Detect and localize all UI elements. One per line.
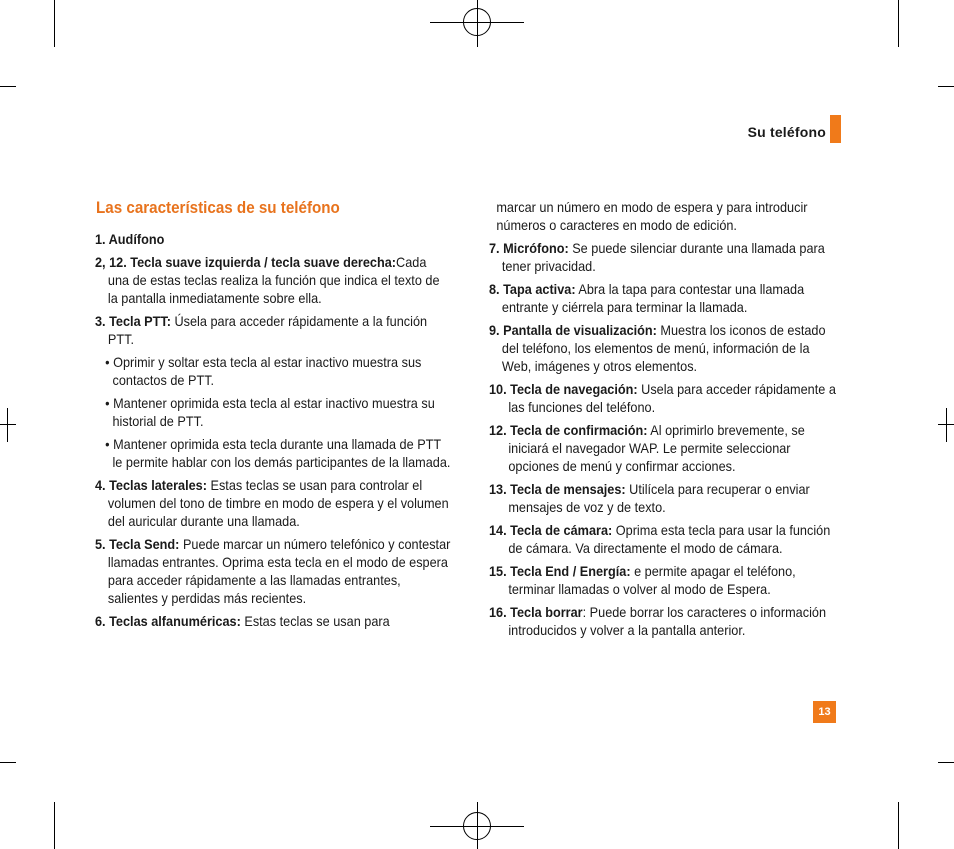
crop-mark — [898, 802, 899, 849]
list-item: 7. Micrófono: Se puede silenciar durante una llamada para tener privacidad. — [489, 241, 825, 274]
crop-mark — [0, 86, 16, 87]
list-item: 14. Tecla de cámara: Oprima esta tecla para usar la función de cámara. Va directamente el modo de cámara. — [489, 523, 831, 556]
crop-mark — [54, 0, 55, 47]
bullet-item: • Oprimir y soltar esta tecla al estar inactivo muestra sus contactos de PTT. — [105, 355, 422, 388]
crop-mark — [54, 802, 55, 849]
list-item: 4. Teclas laterales: Estas teclas se usan para controlar el volumen del tono de timbre en modo de espera y el volumen del auricular durante una llamada. — [95, 478, 449, 529]
page-number: 13 — [813, 701, 836, 723]
list-item: 15. Tecla End / Energía: e permite apagar el teléfono, terminar llamadas o volver al modo de Espera. — [489, 564, 796, 597]
page-title: Las características de su teléfono — [96, 199, 340, 217]
list-item: 16. Tecla borrar: Puede borrar los caracteres o información introducidos y volver a la pantalla anterior. — [489, 605, 827, 638]
crop-mark — [938, 762, 954, 763]
crop-mark — [0, 762, 16, 763]
list-item: 5. Tecla Send: Puede marcar un número telefónico y contestar llamadas entrantes. Oprima esta tecla en el modo de espera para acceder rápidamente a las llamadas entrantes, salientes y perdidas más recientes. — [95, 537, 451, 606]
list-item: 13. Tecla de mensajes: Utilícela para recuperar o enviar mensajes de voz y de texto. — [489, 482, 810, 515]
right-column — [489, 199, 869, 645]
list-item: 9. Pantalla de visualización: Muestra los iconos de estado del teléfono, los elementos de menú, información de la Web, imágenes y otros elementos. — [489, 323, 826, 374]
bullet-item: • Mantener oprimida esta tecla durante una llamada de PTT le permite hablar con los demás participantes de la llamada. — [105, 437, 451, 470]
list-item: 1. Audífono — [95, 232, 165, 247]
list-item: 8. Tapa activa: Abra la tapa para contestar una llamada entrante y ciérrela para terminar la llamada. — [489, 282, 805, 315]
list-item: 10. Tecla de navegación: Usela para acceder rápidamente a las funciones del teléfono. — [489, 382, 836, 415]
section-header: Su teléfono — [747, 124, 826, 140]
list-item: 2, 12. Tecla suave izquierda / tecla suave derecha:Cada una de estas teclas realiza la función que indica el texto de la pantalla inmediatamente sobre ella. — [95, 255, 440, 306]
section-tab-marker — [830, 115, 841, 143]
continued-text: marcar un número en modo de espera y para introducir números o caracteres en modo de edición. — [496, 200, 808, 233]
bullet-item: • Mantener oprimida esta tecla al estar inactivo muestra su historial de PTT. — [105, 396, 435, 429]
list-item: 12. Tecla de confirmación: Al oprimirlo brevemente, se iniciará el navegador WAP. Le permite seleccionar opciones de menú y confirmar acciones. — [489, 423, 805, 474]
list-item: 3. Tecla PTT: Úsela para acceder rápidamente a la función PTT. — [95, 314, 428, 347]
left-column — [95, 231, 482, 636]
list-item: 6. Teclas alfanuméricas: Estas teclas se usan para — [95, 614, 390, 629]
crop-mark — [938, 86, 954, 87]
crop-mark — [898, 0, 899, 47]
